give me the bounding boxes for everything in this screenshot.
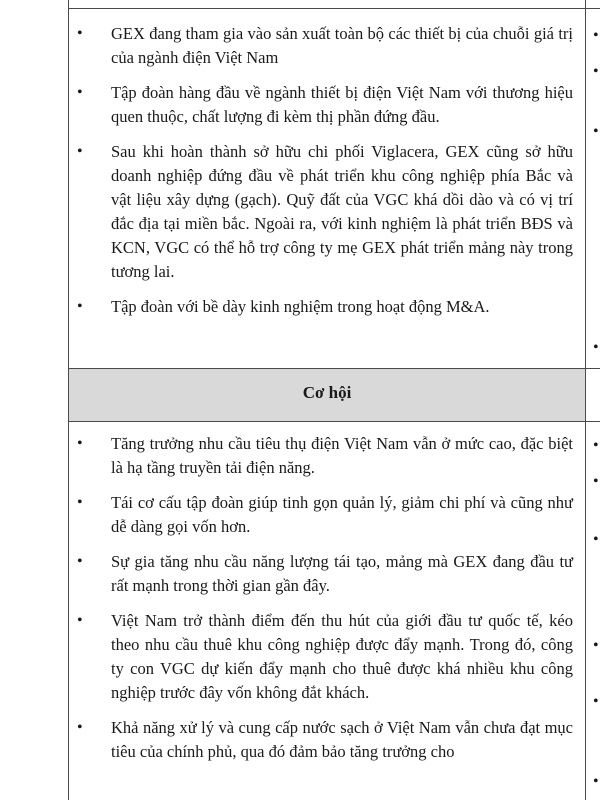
list-item-text: Tái cơ cấu tập đoàn giúp tinh gọn quản lý, giảm chi phí và cũng như dễ dàng gọi vốn hơn. [111, 493, 573, 536]
bullet-icon: • [77, 84, 83, 101]
adjacent-column-bullet-icon: • [593, 123, 599, 140]
adjacent-column-bullet-icon: • [593, 339, 599, 356]
list-item-text: Tập đoàn với bề dày kinh nghiệm trong hoạt động M&A. [111, 297, 490, 316]
table-right-border [585, 0, 586, 800]
strengths-list [69, 22, 585, 319]
list-item [69, 140, 585, 284]
bullet-icon: • [77, 612, 83, 629]
list-item [69, 716, 585, 764]
list-item-text: Tập đoàn hàng đầu về ngành thiết bị điện Việt Nam với thương hiệu quen thuộc, chất lượng đi kèm thị phần đứng đầu. [111, 83, 573, 126]
table-top-border [68, 8, 600, 9]
adjacent-column-bullet-icon: • [593, 773, 599, 790]
section-title-opportunities: Cơ hội [302, 383, 352, 402]
adjacent-column-bullet-icon: • [593, 27, 599, 44]
list-item [69, 22, 585, 70]
bullet-icon: • [77, 719, 83, 736]
list-item [69, 432, 585, 480]
list-item-text: Sau khi hoàn thành sở hữu chi phối Viglacera, GEX cũng sở hữu doanh nghiệp đứng đầu về phát triển khu công nghiệp phía Bắc và vật liệu xây dựng (gạch). Quỹ đất của VGC khá dồi dào và có vị trí đắc địa tại miền bắc. Ngoài ra, với kinh nghiệm là phát triển BĐS và KCN, VGC có thể hỗ trợ công ty mẹ GEX phát triển mảng này trong tương lai. [111, 142, 573, 281]
list-item [69, 81, 585, 129]
list-item-text: Tăng trưởng nhu cầu tiêu thụ điện Việt Nam vẫn ở mức cao, đặc biệt là hạ tầng truyền tải điện năng. [111, 434, 573, 477]
list-item-text: GEX đang tham gia vào sản xuất toàn bộ các thiết bị của chuỗi giá trị của ngành điện Việt Nam [111, 24, 573, 67]
list-item [69, 295, 585, 319]
header-bottom-border [68, 421, 600, 422]
adjacent-column-bullet-icon: • [593, 637, 599, 654]
bullet-icon: • [77, 553, 83, 570]
bullet-icon: • [77, 298, 83, 315]
adjacent-column-bullet-icon: • [593, 473, 599, 490]
bullet-icon: • [77, 25, 83, 42]
list-item-text: Khả năng xử lý và cung cấp nước sạch ở Việt Nam vẫn chưa đạt mục tiêu của chính phủ, qua đó đảm bảo tăng trưởng cho [111, 718, 573, 761]
bullet-icon: • [77, 435, 83, 452]
adjacent-column-bullet-icon: • [593, 437, 599, 454]
list-item-text: Sự gia tăng nhu cầu năng lượng tái tạo, mảng mà GEX đang đầu tư rất mạnh trong thời gian gần đây. [111, 552, 573, 595]
adjacent-column-bullet-icon: • [593, 693, 599, 710]
list-item [69, 491, 585, 539]
adjacent-column-bullet-icon: • [593, 63, 599, 80]
bullet-icon: • [77, 494, 83, 511]
list-item [69, 550, 585, 598]
header-top-border [68, 368, 600, 369]
opportunities-list [69, 432, 585, 764]
adjacent-column-bullet-icon: • [593, 531, 599, 548]
list-item [69, 609, 585, 705]
list-item-text: Việt Nam trở thành điểm đến thu hút của giới đầu tư quốc tế, kéo theo nhu cầu thuê khu công nghiệp được đẩy mạnh. Trong đó, công ty con VGC dự kiến đẩy mạnh cho thuê được khá nhiều khu công nghiệp trước đây vốn không đắt khách. [111, 611, 573, 702]
bullet-icon: • [77, 143, 83, 160]
